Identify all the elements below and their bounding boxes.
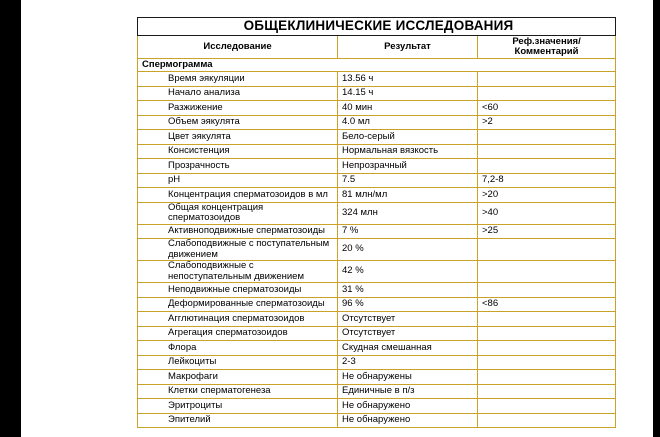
header-row (138, 36, 616, 59)
reference-cell (478, 341, 616, 356)
test-name-cell: Лейкоциты (138, 355, 338, 370)
lab-report (137, 17, 615, 428)
result-cell: 31 % (338, 283, 478, 298)
reference-cell (478, 355, 616, 370)
table-row (138, 261, 616, 283)
table-row (138, 413, 616, 428)
table-row (138, 341, 616, 356)
table-row (138, 130, 616, 145)
results-table (137, 17, 616, 428)
report-title: ОБЩЕКЛИНИЧЕСКИЕ ИССЛЕДОВАНИЯ (138, 18, 616, 36)
test-name-cell: Агглютинация сперматозоидов (138, 312, 338, 327)
test-name-cell: Цвет эякулята (138, 130, 338, 145)
reference-cell (478, 239, 616, 261)
test-name-cell: Разжижение (138, 101, 338, 116)
reference-cell: <60 (478, 101, 616, 116)
reference-cell (478, 326, 616, 341)
reference-cell: 7,2-8 (478, 173, 616, 188)
result-cell: Не обнаружены (338, 370, 478, 385)
result-cell: Скудная смешанная (338, 341, 478, 356)
result-cell: 324 млн (338, 202, 478, 224)
reference-cell (478, 144, 616, 159)
test-name-cell: Объем эякулята (138, 115, 338, 130)
result-cell: Не обнаружено (338, 399, 478, 414)
table-row (138, 188, 616, 203)
reference-cell: >25 (478, 224, 616, 239)
result-cell: 20 % (338, 239, 478, 261)
header-test: Исследование (138, 36, 338, 59)
test-name-cell: Слабоподвижные с поступательным движением (138, 239, 338, 261)
table-row (138, 384, 616, 399)
table-row (138, 159, 616, 174)
result-cell: Не обнаружено (338, 413, 478, 428)
result-cell: Отсутствует (338, 326, 478, 341)
test-name-cell: Активноподвижные сперматозоиды (138, 224, 338, 239)
reference-cell (478, 370, 616, 385)
result-cell: 42 % (338, 261, 478, 283)
test-name-cell: Начало анализа (138, 86, 338, 101)
table-row (138, 115, 616, 130)
reference-cell (478, 261, 616, 283)
reference-cell (478, 159, 616, 174)
reference-cell (478, 130, 616, 145)
test-name-cell: Прозрачность (138, 159, 338, 174)
test-name-cell: Консистенция (138, 144, 338, 159)
result-cell: 81 млн/мл (338, 188, 478, 203)
reference-cell (478, 312, 616, 327)
header-reference: Реф.значения/ Комментарий (478, 36, 616, 59)
reference-cell: <86 (478, 297, 616, 312)
reference-cell (478, 72, 616, 87)
header-result: Результат (338, 36, 478, 59)
result-cell: 40 мин (338, 101, 478, 116)
reference-cell: >20 (478, 188, 616, 203)
reference-cell (478, 283, 616, 298)
table-row (138, 202, 616, 224)
result-cell: 14.15 ч (338, 86, 478, 101)
table-row (138, 355, 616, 370)
test-name-cell: Концентрация сперматозоидов в мл (138, 188, 338, 203)
result-cell: 7.5 (338, 173, 478, 188)
test-name-cell: Эритроциты (138, 399, 338, 414)
test-name-cell: Флора (138, 341, 338, 356)
table-row (138, 399, 616, 414)
table-row (138, 72, 616, 87)
table-row (138, 173, 616, 188)
result-cell: 7 % (338, 224, 478, 239)
result-cell: 96 % (338, 297, 478, 312)
result-cell: Непрозрачный (338, 159, 478, 174)
test-name-cell: Клетки сперматогенеза (138, 384, 338, 399)
table-row (138, 370, 616, 385)
reference-cell (478, 399, 616, 414)
table-row (138, 239, 616, 261)
result-cell: 4.0 мл (338, 115, 478, 130)
reference-cell (478, 86, 616, 101)
table-row (138, 86, 616, 101)
table-row (138, 101, 616, 116)
test-name-cell: Агрегация сперматозоидов (138, 326, 338, 341)
test-name-cell: Эпителий (138, 413, 338, 428)
test-name-cell: Время эякуляции (138, 72, 338, 87)
result-cell: Единичные в п/з (338, 384, 478, 399)
table-row (138, 297, 616, 312)
reference-cell: >40 (478, 202, 616, 224)
result-cell: 2-3 (338, 355, 478, 370)
test-name-cell: pH (138, 173, 338, 188)
table-row (138, 312, 616, 327)
table-row (138, 326, 616, 341)
reference-cell (478, 413, 616, 428)
table-row (138, 283, 616, 298)
test-name-cell: Макрофаги (138, 370, 338, 385)
table-row (138, 224, 616, 239)
result-cell: 13.56 ч (338, 72, 478, 87)
table-row (138, 144, 616, 159)
test-name-cell: Деформированные сперматозоиды (138, 297, 338, 312)
test-name-cell: Общая концентрация сперматозоидов (138, 202, 338, 224)
section-row (138, 59, 616, 72)
result-cell: Нормальная вязкость (338, 144, 478, 159)
left-border-bar (0, 0, 21, 437)
section-title: Спермограмма (138, 59, 616, 72)
result-cell: Бело-серый (338, 130, 478, 145)
test-name-cell: Слабоподвижные с непоступательным движением (138, 261, 338, 283)
reference-cell (478, 384, 616, 399)
test-name-cell: Неподвижные сперматозоиды (138, 283, 338, 298)
right-border-bar (653, 0, 660, 437)
result-cell: Отсутствует (338, 312, 478, 327)
reference-cell: >2 (478, 115, 616, 130)
